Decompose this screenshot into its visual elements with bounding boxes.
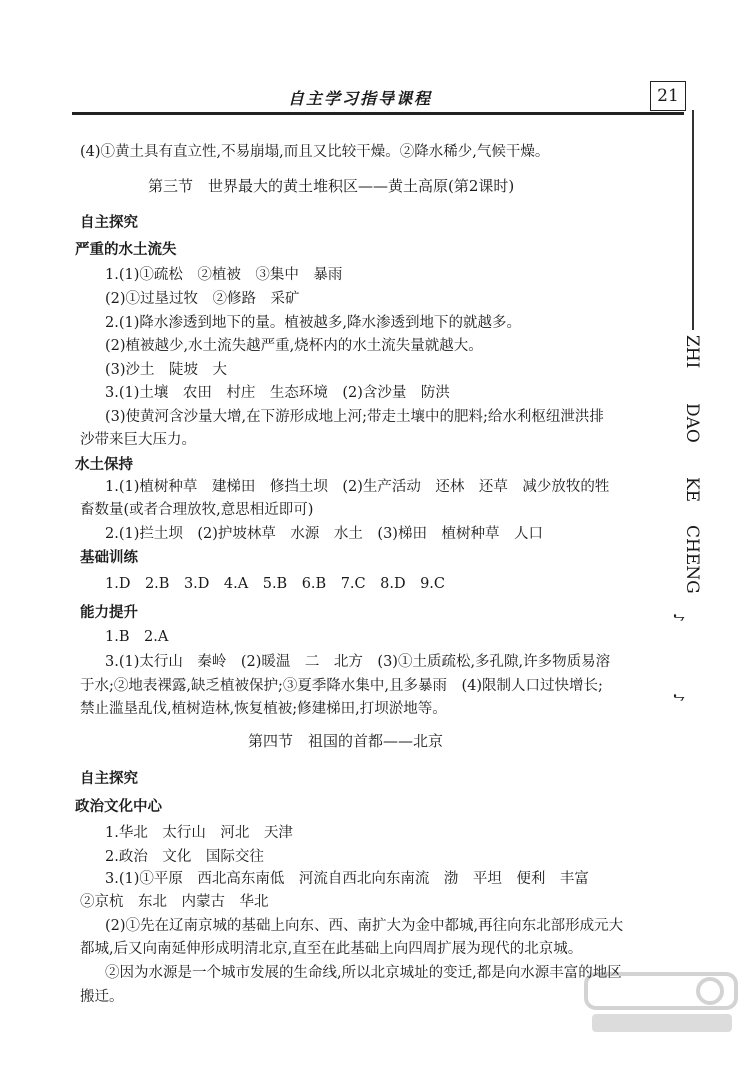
text-line: 2.政治 文化 国际交往 [105, 849, 264, 865]
text-line: (3)使黄河含沙量大增,在下游形成地上河;带走土壤中的肥料;给水利枢纽泄洪排 [105, 409, 604, 425]
text-line: 3.(1)①平原 西北高东南低 河流自西北向东南流 渤 平坦 便利 丰富 [105, 871, 589, 887]
text-line: 1.(1)①疏松 ②植被 ③集中 暴雨 [105, 267, 343, 283]
section-heading: 基础训练 [80, 550, 138, 566]
text-line: 都城,后又向南延伸形成明清北京,直至在此基础上向四周扩展为现代的北京城。 [80, 941, 583, 957]
sub-heading: 严重的水土流失 [75, 242, 177, 258]
header-title: 自主学习指导课程 [288, 89, 433, 108]
text-line: (2)①过垦过牧 ②修路 采矿 [105, 291, 300, 307]
text-line: (4)①黄土具有直立性,不易崩塌,而且又比较干燥。②降水稀少,气候干燥。 [80, 144, 550, 160]
page-number: 21 [650, 81, 686, 111]
text-line: 3.(1)太行山 秦岭 (2)暖温 二 北方 (3)①土质疏松,多孔隙,许多物质易溶 [105, 654, 611, 670]
text-line: (2)植被越少,水土流失越严重,烧杯内的水土流失量就越大。 [105, 338, 483, 354]
text-line: 畜数量(或者合理放牧,意思相近即可) [80, 502, 314, 518]
side-mark-icon: ♪ [670, 613, 686, 622]
side-word-1: ZHI [682, 335, 702, 369]
side-word-4: CHENG [682, 525, 702, 594]
text-line: 搬迁。 [80, 989, 124, 1005]
text-line: 1.华北 太行山 河北 天津 [105, 825, 293, 841]
section-title: 第四节 祖国的首都——北京 [248, 732, 444, 750]
text-line: 2.(1)拦土坝 (2)护坡林草 水源 水土 (3)梯田 植树种草 人口 [105, 526, 543, 542]
side-word-2: DAO [682, 403, 702, 443]
text-line: ②京杭 东北 内蒙古 华北 [80, 894, 269, 910]
text-line: (2)①先在辽南京城的基础上向东、西、南扩大为金中都城,再往向东北部形成元大 [105, 918, 624, 934]
text-line: 禁止滥垦乱伐,植树造林,恢复植被;修建梯田,打坝淤地等。 [80, 701, 447, 717]
section-heading: 自主探究 [80, 215, 138, 231]
section-title: 第三节 世界最大的黄土堆积区——黄土高原(第2课时) [148, 177, 515, 195]
text-line: 2.(1)降水渗透到地下的量。植被越多,降水渗透到地下的就越多。 [105, 315, 521, 331]
section-heading: 能力提升 [80, 605, 138, 621]
side-word-3: KE [682, 477, 702, 503]
text-line: ②因为水源是一个城市发展的生命线,所以北京城址的变迁,都是向水源丰富的地区 [105, 965, 622, 981]
text-line: (3)沙土 陡坡 大 [105, 362, 228, 378]
watermark-logo [582, 968, 742, 1038]
text-line: 1.(1)植树种草 建梯田 修挡土坝 (2)生产活动 还林 还草 减少放牧的牲 [105, 479, 610, 495]
sub-heading: 水土保持 [75, 457, 133, 473]
section-heading: 自主探究 [80, 771, 138, 787]
text-line: 3.(1)土壤 农田 村庄 生态环境 (2)含沙量 防洪 [105, 385, 450, 401]
side-mark-icon-2: ♪ [670, 693, 686, 702]
text-line: 1.D 2.B 3.D 4.A 5.B 6.B 7.C 8.D 9.C [105, 576, 446, 592]
text-line: 于水;②地表裸露,缺乏植被保护;③夏季降水集中,且多暴雨 (4)限制人口过快增长; [80, 678, 603, 694]
text-line: 沙带来巨大压力。 [80, 432, 196, 448]
sub-heading: 政治文化中心 [75, 799, 162, 815]
text-line: 1.B 2.A [105, 629, 169, 645]
